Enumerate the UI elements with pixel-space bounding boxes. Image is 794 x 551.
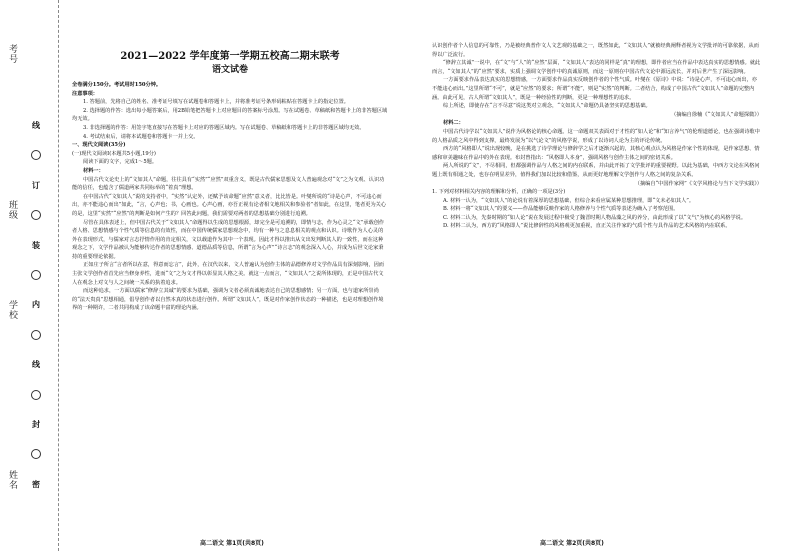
body-paragraph: 两人所说的“文”，不尽相同，但都强调作品与人格之间的内在联系，并由此开拓了文学批评的重要视野。以此为基础，中西方文论在风格问题上既有相通之处，也存在明显差异，值得我们加以比较和借鉴，从而更好地理解文学创作与人格之间的复杂关系。 <box>432 163 760 178</box>
notice-item: 4. 考试结束后，请将本试题卷和答题卡一并上交。 <box>83 133 199 140</box>
notice-heading: 注意事项： <box>72 90 98 97</box>
body-paragraph: 综上所述，即使存在“言不尽意”说这类对立观念，“文如其人”命题仍具备坚实的思想基础。 <box>443 103 651 110</box>
seal-char: 内 <box>32 300 40 310</box>
question-option: D. 材料二认为，西方的“风格即人”说比修辞性的风格观更加重视，直正关注作家的气质个性与具作品的艺术风格的内在联系。 <box>443 223 731 230</box>
source-citation: （摘编自徐楠《“文如其人”命题探微》） <box>671 111 762 118</box>
seal-ring <box>31 390 41 400</box>
body-paragraph: 正如庄子所言“言者所以在意，得意而忘言”，此外，在汉代以来，文人普遍认为创作主体的品德修养对文学作品具有深刻影响，因而主张文学创作者首先应当修身养性，进而“文”之为文才得以彰显其人格之美。就这一点而言，“文如其人”之说所体现的，正是中国古代文人在观念上对文与人之间统一关系的执着追求。 <box>72 262 384 286</box>
notice-item: 3. 非选择题的作答：用签字笔直接写在答题卡上对应的答题区域内。写在试题卷、草稿纸和答题卡上的非答题区域均无效。 <box>83 124 365 131</box>
seal-char: 装 <box>32 240 40 250</box>
seal-ring <box>31 150 41 160</box>
binding-margin <box>0 0 59 551</box>
section-heading: 一、现代文阅读(35分) <box>72 142 126 149</box>
seal-line <box>30 120 42 490</box>
seal-ring <box>31 449 41 459</box>
exam-title: 2021—2022 学年度第一学期五校高二期末联考 <box>120 51 340 62</box>
source-citation: （摘编自“中国作家网”《文学风格论与当下文学实践》） <box>634 180 762 187</box>
page-column-right <box>432 42 762 231</box>
school-label: 学校 <box>7 300 17 320</box>
seal-ring <box>31 330 41 340</box>
exam-no-label: 考号 <box>7 44 17 64</box>
question-option: B. 材料一将“文如其人”的要义——作品能够反映作家的人格修养与个性气质等表述为确入了考察范围。 <box>443 206 679 213</box>
body-paragraph: 在中国古代“文如其人”说的支持者中，“实然”认定外，还赋予该命题“应然”意义者，比比皆是。叶燮所说的“诗是心声，不可违心而出，亦不能违心而出”如此，“言，心声也；书，心画也。心声心画，亦吾正视有论者相文地相关和参验者”者如此，在这里，笔者更为关心的是，这里“实然”“应然”的判断是如何产生的？回答此问题，我们需要对两者的思想基础分别进行追溯。 <box>72 193 387 217</box>
exam-info: 全卷满分150分。考试用时150分钟。 <box>72 82 162 88</box>
name-label: 姓名 <box>7 470 17 490</box>
notice-item: 1. 答题前，先将自己的姓名、准考证号填写在试题卷和答题卡上，并将准考证号条形码粘贴在答题卡上的指定位置。 <box>83 99 349 106</box>
material-label: 材料二： <box>443 120 464 127</box>
section-subheading: (一)现代文阅读Ⅰ(本题共5小题,19分) <box>72 150 156 157</box>
notice-item: 2. 选择题的作答：选出每小题答案后，用2B铅笔把答题卡上对应题目的答案标号涂黑。写在试题卷、草稿纸和答题卡上的非答题区域均无效。 <box>72 107 388 123</box>
seal-char: 封 <box>32 420 40 430</box>
exam-subject: 语文试卷 <box>211 65 248 75</box>
question-option: C. 材料二认为，先秦时期的“如人论”说在发展过程中极受了魏晋时期人物品藻之风的养分，由此形成了以“文气”为核心的风格学说。 <box>443 214 747 221</box>
seal-char: 线 <box>32 121 40 130</box>
section-instruction: 阅读下面的文字，完成1～5题。 <box>83 159 158 166</box>
material-label: 材料一： <box>83 167 104 174</box>
body-paragraph: 中国古代诗学以“文如其人”说作为风格论的核心命题。这一命题双关表面对于才性的“如人论”和“知言养气”的伦理道德论，也在强调诗歌中的人格品质之风中得到支撑，最终发展为“以气论文”的风格学说，形成了以诗词人论为主的评论传统。 <box>432 128 760 144</box>
seal-ring <box>31 210 41 220</box>
page-column-left <box>72 38 388 313</box>
question-stem: 1. 下列对材料相关内容的理解和分析，正确的一项是(3分) <box>432 189 566 196</box>
body-paragraph: 西方的“风格即人”说出现较晚，是在挑选了诗学理论与修辞学之后才逐渐兴起的，其核心观点认为风格是作家个性的体现，是作家思想、情感和审美趣味在作品中的外在表现。布封曾指出：“风格即人本身”，强调风格与创作主体之间的密切关系。 <box>432 146 760 161</box>
body-paragraph: 而这种追求，一方面以儒家“修辞立其诚”的要求为基础，强调为文者必须真诚地表达自己的思想感情；另一方面，也与道家所崇尚的“法天贵真”思想相通，倡导创作者以自然本真的状态进行创作。所谓“文如其人”，既是对作家创作状态的一种描述，也是对理想创作境界的一种期许，二者共同构成了该命题丰富的理论内涵。 <box>72 288 384 312</box>
body-paragraph: 尽管在具体表述上，但中国古代关于“文如其人”命题得以生成的思想根源，却完全是可追溯的，即情与志，作为心灵之“文”承载创作者人格、思想情感与个性气质等信息的有效性，而在中国传统儒家思想观念中，均有一种与之息息相关的观点和认识。诗歌作为人心灵的外在表现形式，与儒家对言志抒情作用的肯定相关，文以载道作为其中一个表现。因此才得以推出从文出发判断其人的一致性，而在这种观念之下，文学作品被认为能够传达作者的思想情感、道德品质等信息，所谓“言为心声”“诗言志”的观念深入人心，并成为后世文论家秉持的重要理论依据。 <box>72 219 385 260</box>
seal-char: 订 <box>32 180 40 190</box>
page-footer-right: 高二语文 第2页(共8页) <box>540 540 604 547</box>
seal-char: 密 <box>32 479 40 489</box>
question-option: A. 材料一认为，“文如其人”的论说有着深厚的思想基础，但综合来看应属某种思想推理，即“文未必如其人”。 <box>443 197 695 204</box>
page-footer-left: 高二语文 第1页(共8页) <box>200 540 264 547</box>
seal-char: 线 <box>32 360 40 370</box>
body-paragraph: 认识创作者个人信息的可靠性，乃是被经典普作文人文艺观的基础之一，既然如此，“文如其人”就被经典阐释者视为文学批评的可靠依据，从而得以广泛流行。 <box>432 43 759 58</box>
body-paragraph: “修辞立其诚”一说中，在“文”与“人”的“应然”层面，“文如其人”表达的同样是“真”的理想，即作者应当在作品中表达真实的思想情感。就此而言，“文如其人”的“应然”要求，实质上强调文学创作中的真诚原则，而这一原则在中国古代文论中源远流长，并对后世产生了深远影响。 <box>432 60 761 75</box>
body-paragraph: 中国古代文论史上的“文如其人”命题，往往具有“实然”“应然”双重含义，既是古代儒家思想及文人普遍观念对“文”之为文观、认识功能的信任，也蕴含了儒道两家共同标举的“着真”理想。 <box>72 176 385 192</box>
class-label: 班级 <box>7 200 17 220</box>
body-paragraph: 一方面要求作品表达真实的思想情感，一方面要求作品真实反映创作者的个性气质。叶燮在《原诗》中说：“诗是心声，不可违心而出，亦不能违心而出。”这里所谓“不可”，就是“应然”的要求；所谓“不能”，则是“实然”的判断。二者结合，构成了中国古代“文如其人”命题的完整内涵。由此可见，古人所谓“文如其人”，既是一种经验性的判断，更是一种理想性的追求。 <box>432 77 757 101</box>
seal-ring <box>31 270 41 280</box>
